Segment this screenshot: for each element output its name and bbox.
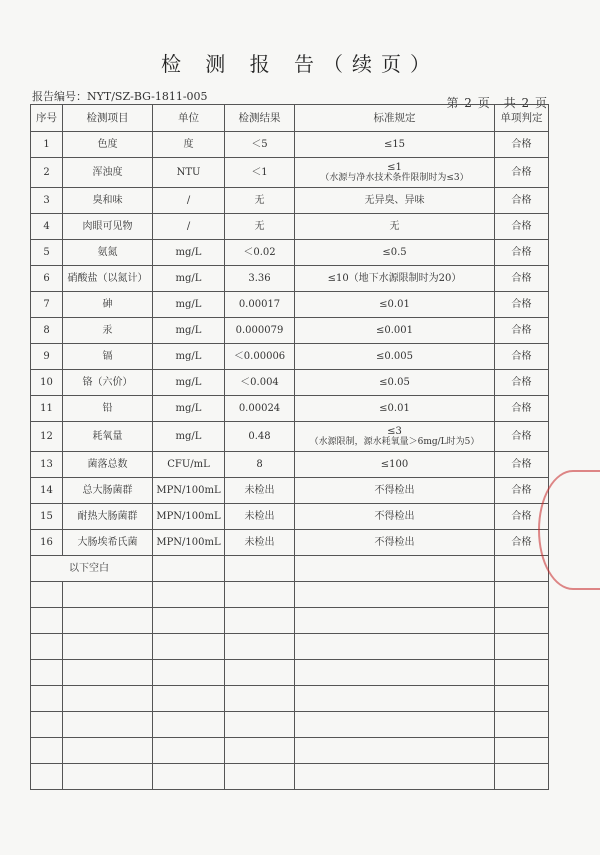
cell-std: [295, 292, 495, 318]
cell-std: [295, 240, 495, 266]
cell-std: [295, 188, 495, 214]
cell-std: [295, 132, 495, 158]
empty-cell: [225, 738, 295, 764]
blank-row: [31, 634, 549, 660]
cell-item: 硝酸盐（以氮计）: [63, 266, 153, 292]
empty-cell: [153, 686, 225, 712]
empty-cell: [31, 738, 63, 764]
cell-item: 氨氮: [63, 240, 153, 266]
standard-value: 无异臭、异味: [364, 194, 425, 206]
cell-result: 未检出: [225, 504, 295, 530]
empty-cell: [295, 738, 495, 764]
standard-value: ≤0.001: [375, 324, 413, 336]
empty-cell: [295, 660, 495, 686]
cell-no: 5: [31, 240, 63, 266]
empty-cell: [31, 712, 63, 738]
empty-cell: [295, 764, 495, 790]
blank-note: 以下空白: [31, 556, 153, 582]
standard-value: 无: [389, 220, 400, 232]
empty-cell: [31, 764, 63, 790]
cell-std: [295, 452, 495, 478]
cell-std: [295, 370, 495, 396]
cell-item: 铬（六价）: [63, 370, 153, 396]
cell-result: 未检出: [225, 478, 295, 504]
cell-item: 总大肠菌群: [63, 478, 153, 504]
standard-note: （水源限制，源水耗氧量＞6mg/L时为5）: [309, 437, 480, 448]
blank-row: [31, 608, 549, 634]
table-row: [31, 422, 549, 452]
cell-judge: 合格: [495, 266, 549, 292]
inspection-seal: [538, 470, 600, 590]
cell-unit: /: [153, 188, 225, 214]
empty-cell: [153, 634, 225, 660]
blank-row: [31, 660, 549, 686]
cell-judge: 合格: [495, 504, 549, 530]
cell-std: [295, 158, 495, 188]
cell-no: 8: [31, 318, 63, 344]
header-unit: 单位: [153, 105, 225, 132]
table-row: [31, 396, 549, 422]
table-row: [31, 556, 549, 582]
cell-result: 3.36: [225, 266, 295, 292]
standard-value: 不得检出: [374, 484, 415, 496]
cell-unit: MPN/100mL: [153, 478, 225, 504]
cell-std: [295, 266, 495, 292]
cell-unit: 度: [153, 132, 225, 158]
cell-no: 9: [31, 344, 63, 370]
cell-judge: 合格: [495, 188, 549, 214]
standard-value: ≤0.01: [379, 402, 410, 414]
cell-judge: 合格: [495, 214, 549, 240]
table-row: [31, 240, 549, 266]
empty-cell: [495, 738, 549, 764]
blank-row: [31, 738, 549, 764]
empty-cell: [225, 686, 295, 712]
cell-no: 13: [31, 452, 63, 478]
cell-item: 耗氧量: [63, 422, 153, 452]
empty-cell: [31, 608, 63, 634]
cell-result: ＜0.00006: [225, 344, 295, 370]
table-row: [31, 266, 549, 292]
empty-cell: [153, 608, 225, 634]
empty-cell: [495, 686, 549, 712]
report-number: 报告编号：NYT/SZ-BG-1811-005: [32, 90, 208, 103]
cell-unit: mg/L: [153, 344, 225, 370]
cell-unit: mg/L: [153, 396, 225, 422]
cell-judge: 合格: [495, 422, 549, 452]
empty-cell: [153, 764, 225, 790]
empty-cell: [63, 582, 153, 608]
empty-cell: [295, 712, 495, 738]
empty-cell: [225, 712, 295, 738]
cell-item: 臭和味: [63, 188, 153, 214]
cell-result: 0.00017: [225, 292, 295, 318]
table-row: [31, 318, 549, 344]
empty-cell: [153, 556, 225, 582]
cell-item: 铅: [63, 396, 153, 422]
cell-no: 1: [31, 132, 63, 158]
cell-no: 12: [31, 422, 63, 452]
cell-item: 砷: [63, 292, 153, 318]
empty-cell: [63, 660, 153, 686]
table-row: [31, 132, 549, 158]
cell-judge: 合格: [495, 370, 549, 396]
empty-cell: [63, 712, 153, 738]
empty-cell: [153, 712, 225, 738]
empty-cell: [225, 556, 295, 582]
empty-cell: [225, 764, 295, 790]
cell-std: [295, 478, 495, 504]
empty-cell: [495, 582, 549, 608]
cell-item: 菌落总数: [63, 452, 153, 478]
empty-cell: [31, 660, 63, 686]
cell-result: 无: [225, 214, 295, 240]
standard-value: ≤0.01: [379, 298, 410, 310]
empty-cell: [63, 764, 153, 790]
standard-value: ≤100: [380, 458, 409, 470]
cell-std: [295, 344, 495, 370]
table-row: [31, 344, 549, 370]
cell-result: ＜0.004: [225, 370, 295, 396]
cell-judge: 合格: [495, 478, 549, 504]
cell-std: [295, 214, 495, 240]
header-item: 检测项目: [63, 105, 153, 132]
cell-unit: mg/L: [153, 422, 225, 452]
cell-no: 3: [31, 188, 63, 214]
empty-cell: [225, 660, 295, 686]
blank-row: [31, 582, 549, 608]
table-header-row: [31, 105, 549, 132]
page-indicator: 第 2 页 共 2 页: [446, 96, 548, 110]
standard-value: 不得检出: [374, 536, 415, 548]
cell-judge: 合格: [495, 344, 549, 370]
cell-no: 15: [31, 504, 63, 530]
empty-cell: [295, 608, 495, 634]
standard-value: ≤0.05: [379, 376, 410, 388]
standard-value: ≤3: [387, 425, 402, 437]
table-row: [31, 158, 549, 188]
header-standard: 标准规定: [295, 105, 495, 132]
cell-result: 8: [225, 452, 295, 478]
blank-row: [31, 686, 549, 712]
cell-result: 0.000079: [225, 318, 295, 344]
cell-result: ＜5: [225, 132, 295, 158]
empty-cell: [495, 556, 549, 582]
table-row: [31, 504, 549, 530]
cell-item: 浑浊度: [63, 158, 153, 188]
empty-cell: [63, 634, 153, 660]
cell-std: [295, 504, 495, 530]
table-row: [31, 214, 549, 240]
empty-cell: [495, 764, 549, 790]
cell-std: [295, 318, 495, 344]
cell-unit: MPN/100mL: [153, 530, 225, 556]
table-row: [31, 292, 549, 318]
empty-cell: [63, 608, 153, 634]
cell-unit: mg/L: [153, 240, 225, 266]
table-row: [31, 188, 549, 214]
blank-row: [31, 764, 549, 790]
cell-judge: 合格: [495, 132, 549, 158]
table-row: [31, 478, 549, 504]
results-table: [30, 104, 549, 790]
standard-value: ≤10（地下水源限制时为20）: [327, 272, 462, 284]
table-row: [31, 452, 549, 478]
empty-cell: [495, 660, 549, 686]
cell-judge: 合格: [495, 158, 549, 188]
empty-cell: [153, 738, 225, 764]
cell-item: 耐热大肠菌群: [63, 504, 153, 530]
standard-note: （水源与净水技术条件限制时为≤3）: [320, 173, 469, 184]
cell-std: [295, 396, 495, 422]
empty-cell: [63, 738, 153, 764]
empty-cell: [153, 582, 225, 608]
empty-cell: [295, 686, 495, 712]
cell-result: ＜1: [225, 158, 295, 188]
cell-result: 0.48: [225, 422, 295, 452]
cell-judge: 合格: [495, 240, 549, 266]
cell-item: 大肠埃希氏菌: [63, 530, 153, 556]
cell-result: ＜0.02: [225, 240, 295, 266]
cell-no: 6: [31, 266, 63, 292]
cell-no: 2: [31, 158, 63, 188]
cell-unit: mg/L: [153, 292, 225, 318]
cell-no: 10: [31, 370, 63, 396]
empty-cell: [31, 582, 63, 608]
cell-no: 11: [31, 396, 63, 422]
standard-value: ≤15: [383, 138, 406, 150]
cell-judge: 合格: [495, 396, 549, 422]
cell-unit: MPN/100mL: [153, 504, 225, 530]
cell-unit: mg/L: [153, 266, 225, 292]
cell-item: 肉眼可见物: [63, 214, 153, 240]
empty-cell: [495, 634, 549, 660]
cell-item: 色度: [63, 132, 153, 158]
table-row: [31, 370, 549, 396]
cell-no: 7: [31, 292, 63, 318]
cell-judge: 合格: [495, 530, 549, 556]
cell-judge: 合格: [495, 292, 549, 318]
header-result: 检测结果: [225, 105, 295, 132]
empty-cell: [63, 686, 153, 712]
cell-result: 0.00024: [225, 396, 295, 422]
empty-cell: [295, 582, 495, 608]
standard-value: ≤1: [387, 161, 402, 173]
blank-row: [31, 712, 549, 738]
standard-value: ≤0.005: [375, 350, 413, 362]
empty-cell: [495, 712, 549, 738]
cell-item: 汞: [63, 318, 153, 344]
table-row: [31, 530, 549, 556]
cell-result: 无: [225, 188, 295, 214]
empty-cell: [225, 608, 295, 634]
empty-cell: [295, 556, 495, 582]
cell-result: 未检出: [225, 530, 295, 556]
cell-no: 4: [31, 214, 63, 240]
cell-std: [295, 530, 495, 556]
standard-value: 不得检出: [374, 510, 415, 522]
cell-item: 镉: [63, 344, 153, 370]
empty-cell: [295, 634, 495, 660]
cell-no: 16: [31, 530, 63, 556]
cell-no: 14: [31, 478, 63, 504]
empty-cell: [153, 660, 225, 686]
cell-unit: /: [153, 214, 225, 240]
cell-std: [295, 422, 495, 452]
empty-cell: [225, 582, 295, 608]
cell-judge: 合格: [495, 318, 549, 344]
header-no: 序号: [31, 105, 63, 132]
report-title: 检 测 报 告（续页）: [160, 52, 440, 76]
cell-unit: NTU: [153, 158, 225, 188]
cell-judge: 合格: [495, 452, 549, 478]
header-judgement: 单项判定: [495, 105, 549, 132]
empty-cell: [495, 608, 549, 634]
empty-cell: [31, 686, 63, 712]
empty-cell: [31, 634, 63, 660]
standard-value: ≤0.5: [382, 246, 407, 258]
cell-unit: CFU/mL: [153, 452, 225, 478]
cell-unit: mg/L: [153, 370, 225, 396]
cell-unit: mg/L: [153, 318, 225, 344]
empty-cell: [225, 634, 295, 660]
